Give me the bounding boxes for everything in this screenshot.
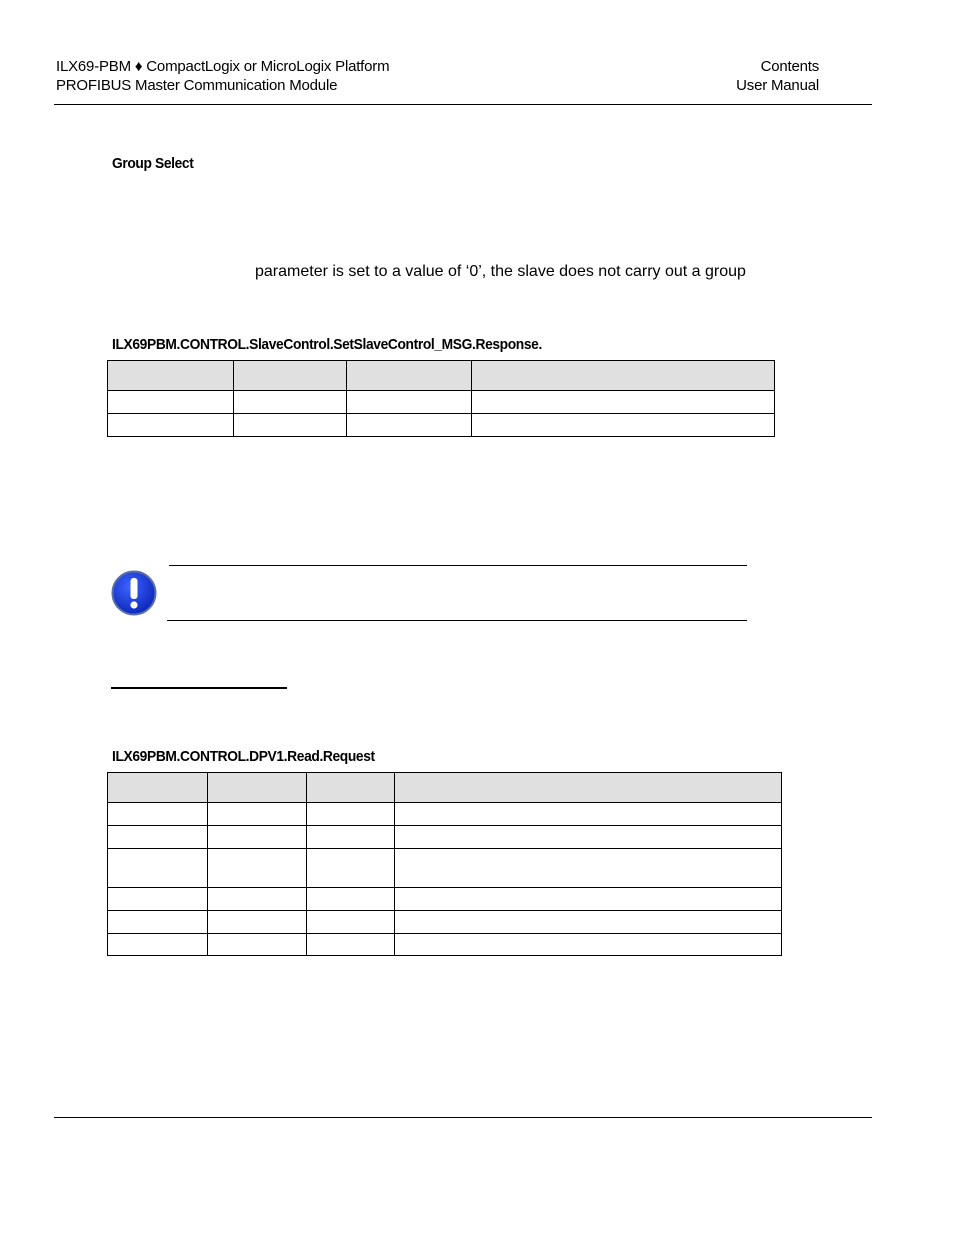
table-cell [108, 391, 234, 414]
header-left-line1: ILX69-PBM ♦ CompactLogix or MicroLogix Platform [56, 58, 390, 75]
read-request-table [107, 772, 782, 956]
table-cell [306, 888, 394, 911]
table-row [108, 934, 782, 956]
table-cell [472, 391, 775, 414]
table-cell [472, 414, 775, 437]
table-cell [306, 826, 394, 849]
header-right-line1: Contents [760, 58, 819, 75]
exclamation-circle-icon [111, 570, 157, 616]
table-cell [306, 934, 394, 956]
table-cell [306, 849, 394, 888]
table-header-row [108, 773, 782, 803]
table-row [108, 803, 782, 826]
table-cell [108, 803, 208, 826]
response-table [107, 360, 775, 437]
table-cell [346, 414, 472, 437]
read-request-table-caption: ILX69PBM.CONTROL.DPV1.Read.Request [112, 748, 375, 765]
table-cell [394, 849, 781, 888]
table-header-cell [346, 361, 472, 391]
table-cell [394, 803, 781, 826]
header-right-line2: User Manual [736, 77, 819, 94]
table-cell [233, 391, 346, 414]
footer-rule [54, 1117, 872, 1118]
table-row [108, 888, 782, 911]
table-row [108, 414, 775, 437]
table-cell [306, 803, 394, 826]
table-row [108, 391, 775, 414]
table-cell [394, 934, 781, 956]
header-left-line2: PROFIBUS Master Communication Module [56, 77, 338, 94]
table-header-cell [306, 773, 394, 803]
response-table-caption: ILX69PBM.CONTROL.SlaveControl.SetSlaveControl_MSG.Response. [112, 336, 542, 353]
table-cell [394, 826, 781, 849]
section-heading-underline [111, 687, 287, 689]
table-cell [233, 414, 346, 437]
table-row [108, 826, 782, 849]
group-select-text: parameter is set to a value of ‘0’, the slave does not carry out a group [255, 263, 746, 280]
group-select-heading: Group Select [112, 155, 194, 172]
table-header-row [108, 361, 775, 391]
table-cell [207, 888, 306, 911]
table-cell [108, 934, 208, 956]
table-cell [306, 911, 394, 934]
table-cell [394, 911, 781, 934]
table-cell [207, 934, 306, 956]
table-header-cell [472, 361, 775, 391]
note-top-rule [169, 565, 747, 566]
table-cell [394, 888, 781, 911]
table-cell [207, 911, 306, 934]
table-row [108, 911, 782, 934]
table-header-cell [207, 773, 306, 803]
table-cell [108, 414, 234, 437]
table-header-cell [394, 773, 781, 803]
table-cell [108, 826, 208, 849]
table-header-cell [233, 361, 346, 391]
table-cell [108, 849, 208, 888]
table-cell [346, 391, 472, 414]
table-cell [207, 826, 306, 849]
table-row [108, 849, 782, 888]
table-cell [108, 911, 208, 934]
table-cell [108, 888, 208, 911]
table-header-cell [108, 773, 208, 803]
note-bottom-rule [167, 620, 747, 621]
header-rule [54, 104, 872, 105]
table-header-cell [108, 361, 234, 391]
table-cell [207, 849, 306, 888]
table-cell [207, 803, 306, 826]
